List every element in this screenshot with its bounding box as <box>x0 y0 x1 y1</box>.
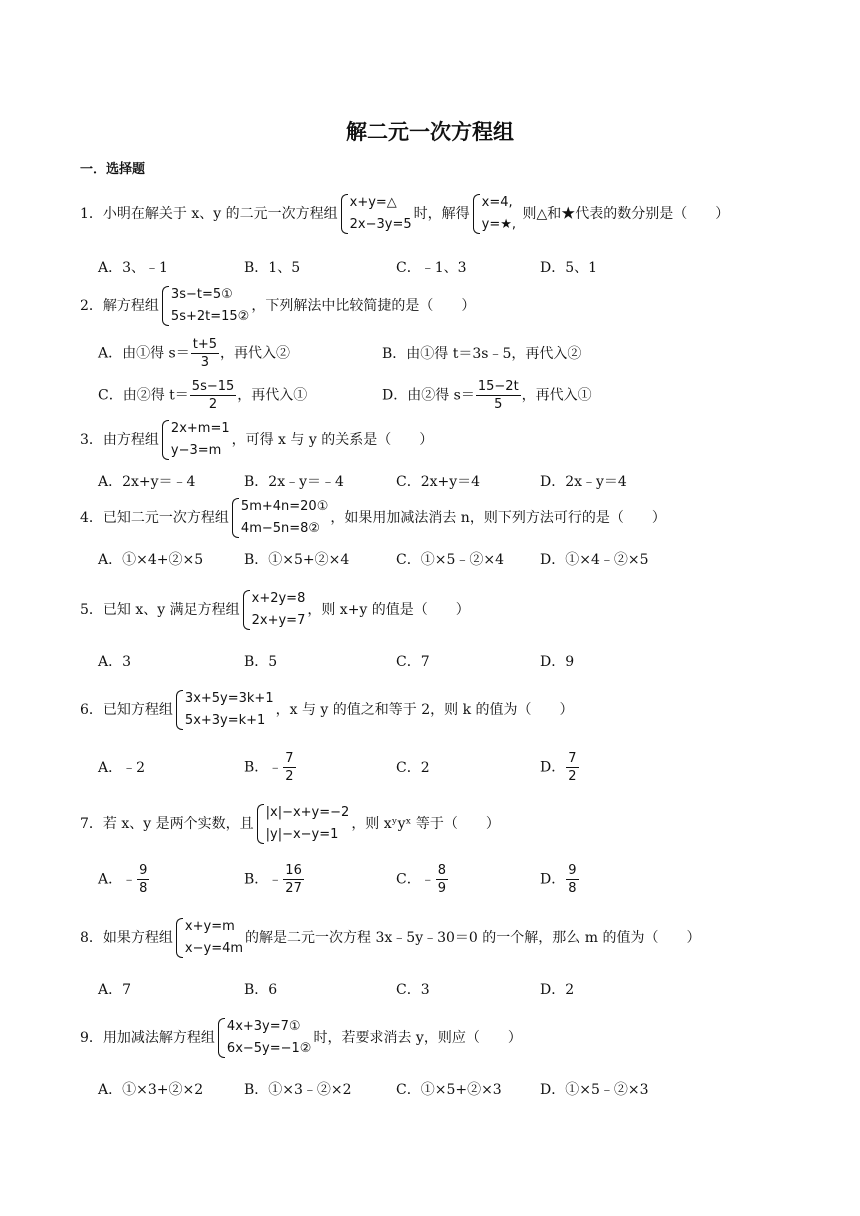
question-text: 则△和★代表的数分别是（ ） <box>522 206 730 222</box>
question-text: 7．若 x、y 是两个实数，且 <box>80 816 254 832</box>
numerator: 16 <box>285 863 302 878</box>
option-b: B．①×5+②×4 <box>244 552 350 568</box>
section-heading: 一．选择题 <box>80 162 146 177</box>
option-d <box>540 862 580 897</box>
option-c: C．﹣1、3 <box>396 260 467 276</box>
equation-line: x+y=△ <box>349 195 397 210</box>
question-text: 3．由方程组 <box>80 432 159 448</box>
equation-line: 6x−5y=−1② <box>226 1041 312 1056</box>
option-a: A．﹣2 <box>98 760 146 776</box>
question-4 <box>80 496 666 540</box>
denominator: 3 <box>200 355 210 370</box>
option-b: B．①×3﹣②×2 <box>244 1082 352 1098</box>
fraction <box>436 862 448 897</box>
option-d <box>382 378 592 413</box>
question-text: 6．已知方程组 <box>80 702 173 718</box>
question-7 <box>80 802 500 846</box>
option-text: C．由②得 t＝ <box>98 387 189 404</box>
option-b <box>244 862 305 897</box>
option-text: D．由②得 s＝ <box>382 387 475 404</box>
equation-line: y=★, <box>481 217 516 232</box>
question-text: ，下列解法中比较简捷的是（ ） <box>251 298 476 314</box>
option-b: B．1、5 <box>244 260 301 276</box>
solution-system <box>472 192 516 236</box>
question-text: ，如果用加减法消去 n，则下列方法可行的是（ ） <box>330 510 666 526</box>
numerator: 9 <box>139 863 148 878</box>
equation-line: |y|−x−y=1 <box>265 827 339 842</box>
option-text: B．﹣ <box>244 871 283 888</box>
option-text: C．﹣ <box>396 871 435 888</box>
equation-line: 2x−3y=5 <box>349 217 412 232</box>
option-d: D．①×5﹣②×3 <box>540 1082 649 1098</box>
equation-line: x+2y=8 <box>251 591 306 606</box>
equation-line: x−y=4m <box>184 941 244 956</box>
question-2 <box>80 284 475 328</box>
option-b: B．5 <box>244 654 278 670</box>
equation-line: x=4, <box>481 195 513 210</box>
question-9 <box>80 1016 522 1060</box>
option-c: C．2x+y＝4 <box>396 474 481 490</box>
fraction <box>566 862 578 897</box>
equation-line: 4m−5n=8② <box>240 521 321 536</box>
fraction <box>283 862 304 897</box>
equation-line: |x|−x+y=−2 <box>265 805 350 820</box>
question-text: 时，若要求消去 y，则应（ ） <box>313 1030 522 1046</box>
option-a <box>98 336 290 371</box>
option-text: D． <box>540 871 566 888</box>
option-a: A．7 <box>98 982 132 998</box>
numerator: 8 <box>437 863 446 878</box>
equation-system <box>242 588 306 632</box>
option-c: C．2 <box>396 760 430 776</box>
option-c: C．①×5﹣②×4 <box>396 552 504 568</box>
option-a: A．3、﹣1 <box>98 260 168 276</box>
denominator: 2 <box>568 769 577 784</box>
fraction <box>566 750 578 785</box>
option-c <box>98 378 307 413</box>
question-text: ，x 与 y 的值之和等于 2，则 k 的值为（ ） <box>275 702 574 718</box>
numerator: t+5 <box>192 337 218 352</box>
question-8 <box>80 916 700 960</box>
question-3 <box>80 418 433 462</box>
equation-line: 3s−t=5① <box>170 287 233 302</box>
numerator: 9 <box>568 863 577 878</box>
equation-line: 2x+m=1 <box>170 421 230 436</box>
option-text: ，再代入① <box>237 387 308 404</box>
page-title: 解二元一次方程组 <box>346 119 514 144</box>
option-c: C．7 <box>396 654 430 670</box>
question-text: 1．小明在解关于 x、y 的二元一次方程组 <box>80 206 338 222</box>
option-c: C．3 <box>396 982 430 998</box>
question-5 <box>80 588 470 632</box>
equation-line: 5m+4n=20① <box>240 499 329 514</box>
option-a: A．2x+y＝﹣4 <box>98 474 196 490</box>
question-text: 9．用加减法解方程组 <box>80 1030 215 1046</box>
question-6 <box>80 688 574 732</box>
option-text: ，再代入② <box>220 345 291 362</box>
numerator: 15−2t <box>477 379 519 394</box>
option-c <box>396 862 449 897</box>
numerator: 7 <box>285 751 294 766</box>
option-d: D．5、1 <box>540 260 598 276</box>
option-text: A．﹣ <box>98 871 137 888</box>
denominator: 8 <box>139 881 148 896</box>
equation-line: x+y=m <box>184 919 235 934</box>
option-b: B．6 <box>244 982 278 998</box>
equation-line: y−3=m <box>170 443 222 458</box>
option-a: A．①×4+②×5 <box>98 552 204 568</box>
equation-line: 4x+3y=7① <box>226 1019 301 1034</box>
option-a <box>98 862 150 897</box>
option-d: D．①×4﹣②×5 <box>540 552 649 568</box>
equation-line: 2x+y=7 <box>251 613 306 628</box>
question-text: 的解是二元一次方程 3x﹣5y﹣30＝0 的一个解，那么 m 的值为（ ） <box>245 930 701 946</box>
denominator: 2 <box>208 397 218 412</box>
option-b <box>244 750 297 785</box>
equation-system <box>175 916 243 960</box>
fraction <box>283 750 295 785</box>
denominator: 27 <box>285 881 302 896</box>
denominator: 8 <box>568 881 577 896</box>
option-d <box>540 750 580 785</box>
option-text: D． <box>540 759 566 776</box>
equation-system <box>256 802 350 846</box>
question-text: ，可得 x 与 y 的关系是（ ） <box>231 432 434 448</box>
option-text: A．由①得 s＝ <box>98 345 190 362</box>
equation-system <box>161 418 230 462</box>
fraction <box>476 378 521 413</box>
question-1 <box>80 192 729 236</box>
option-text: B．﹣ <box>244 759 283 776</box>
numerator: 5s−15 <box>191 379 235 394</box>
question-text: ，则 xʸyˣ 等于（ ） <box>351 816 500 832</box>
equation-line: 5s+2t=15② <box>170 309 250 324</box>
option-d: D．9 <box>540 654 575 670</box>
fraction <box>137 862 149 897</box>
question-text: 5．已知 x、y 满足方程组 <box>80 602 240 618</box>
equation-system <box>175 688 274 732</box>
question-text: ，则 x+y 的值是（ ） <box>307 602 470 618</box>
denominator: 9 <box>437 881 446 896</box>
option-c: C．①×5+②×3 <box>396 1082 502 1098</box>
equation-line: 3x+5y=3k+1 <box>184 691 274 706</box>
equation-system <box>161 284 249 328</box>
option-b: B．由①得 t＝3s﹣5，再代入② <box>382 346 582 362</box>
fraction <box>190 378 236 413</box>
option-b: B．2x﹣y＝﹣4 <box>244 474 344 490</box>
equation-system <box>340 192 412 236</box>
denominator: 2 <box>285 769 294 784</box>
option-d: D．2 <box>540 982 575 998</box>
fraction <box>191 336 219 371</box>
question-text: 2．解方程组 <box>80 298 159 314</box>
question-text: 4．已知二元一次方程组 <box>80 510 229 526</box>
equation-system <box>217 1016 312 1060</box>
question-text: 时，解得 <box>413 206 470 222</box>
equation-system <box>231 496 328 540</box>
numerator: 7 <box>568 751 577 766</box>
option-a: A．3 <box>98 654 132 670</box>
equation-line: 5x+3y=k+1 <box>184 713 266 728</box>
option-a: A．①×3+②×2 <box>98 1082 204 1098</box>
question-text: 8．如果方程组 <box>80 930 173 946</box>
option-text: ，再代入① <box>521 387 592 404</box>
denominator: 5 <box>494 397 503 412</box>
option-d: D．2x﹣y＝4 <box>540 474 627 490</box>
